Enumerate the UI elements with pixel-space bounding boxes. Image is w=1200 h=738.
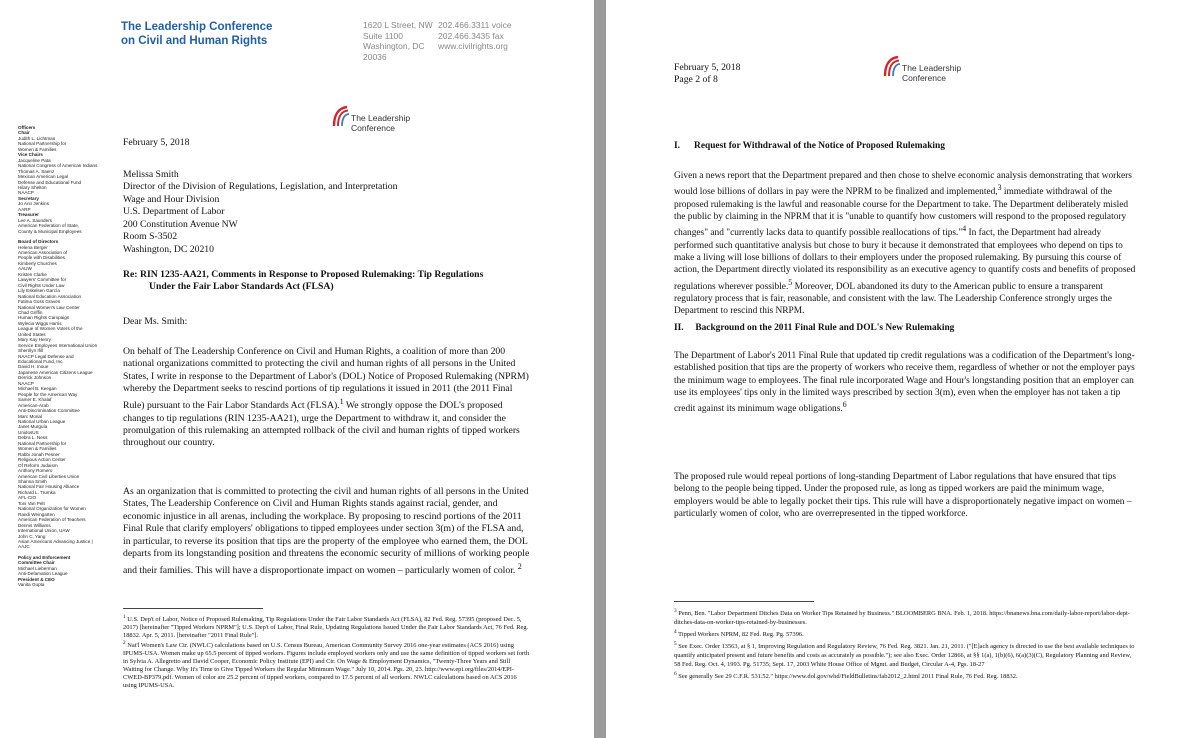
sidebar-entry: David H. Inoue bbox=[18, 364, 49, 370]
footnote-3 bbox=[674, 607, 1136, 628]
footnote-number: 5 bbox=[674, 640, 677, 647]
logo-text bbox=[351, 114, 410, 133]
body-paragraph-1 bbox=[123, 346, 531, 450]
sidebar-entry: Shanna Smith bbox=[18, 479, 47, 484]
org-name-line1: The Leadership Conference bbox=[121, 21, 273, 33]
sidebar-entry: Defense and Educational Fund bbox=[18, 179, 82, 185]
sidebar-entry: Women & Families bbox=[18, 446, 57, 452]
recipient-line: 200 Constitution Avenue NW bbox=[123, 218, 238, 230]
recipient-line: Melissa Smith bbox=[123, 169, 179, 180]
sidebar-entry: Educational Fund, Inc. bbox=[18, 359, 64, 365]
sidebar-entry: Jo Ann Jenkins bbox=[18, 201, 49, 207]
sidebar-entry: People with Disabilities bbox=[18, 255, 65, 261]
paragraph-text: Moreover, DOL abandoned its duty to the American public to ensure a transparent regulatory process that is fair, reasonable, and consistent with the law. The Leadership Conference strongly urges the Department to rescind this NRPM. bbox=[674, 281, 1112, 317]
sidebar-heading: President & CEO bbox=[18, 576, 55, 582]
sidebar-entry: Anthony Romero bbox=[18, 468, 53, 474]
header-date: February 5, 2018 bbox=[674, 62, 741, 73]
sidebar-entry: Fatima Goss Graves bbox=[18, 299, 61, 305]
sidebar-entry: National Partnership for bbox=[18, 440, 67, 446]
subject-line-2: Under the Fair Labor Standards Act (FLSA) bbox=[149, 281, 334, 293]
sidebar-entry: Wylecia Wiggs Harris bbox=[18, 320, 62, 326]
footnote-2 bbox=[123, 640, 531, 690]
sidebar-entry: American Civil Liberties Union bbox=[18, 473, 80, 479]
letter-page-1 bbox=[0, 0, 594, 738]
sidebar-entry: League of Women Voters of the bbox=[18, 326, 83, 332]
sidebar-entry: Helena Berger bbox=[18, 244, 48, 250]
sidebar-entry: Sherrilyn Ifill bbox=[18, 348, 44, 354]
footnote-text: Nat'l Women's Law Ctr. (NWLC) calculations based on U.S. Census Bureau, American Community Survey 2016 one-year estimates (ACS 2016) using IPUMS-USA. Women make up 65.5 percent of tipped workers. Figures include employed workers only and use the same definition of tipped workers set forth in Sylvia A. Allegretto and David Cooper, Economic Policy Institute (EPI) and Ctr. On Wage & Employment Dynamics, "Twenty-Three Years and Still Waiting for Change. Why It's Time to Give Tipped Workers the Regular Minimum Wage." July 10, 2014. Pgs. 20, 23. http://www.epi.org/files/2014/EPI-CWED-BP379.pdf. Women of color are 25.2 percent of tipped workers, compared to 17.5 percent of all workers. NWLC calculations based on ACS 2016 using IPUMS-USA. bbox=[123, 641, 530, 689]
sidebar-entry: Dennis Williams bbox=[18, 522, 51, 528]
sidebar-entry: National Partnership for bbox=[18, 141, 67, 147]
sidebar-entry: National Fair Housing Alliance bbox=[18, 484, 80, 490]
letter-page-2 bbox=[606, 0, 1200, 738]
letterhead-contact bbox=[438, 20, 512, 52]
sidebar-entry: NAACP Legal Defense and bbox=[18, 353, 74, 359]
address-line: 20036 bbox=[363, 51, 387, 62]
sidebar-entry: Vanita Gupta bbox=[18, 582, 45, 588]
sidebar-entry: American Association of bbox=[18, 249, 68, 255]
sidebar-entry: Of Reform Judaism bbox=[18, 462, 58, 468]
salutation: Dear Ms. Smith: bbox=[123, 316, 188, 327]
sidebar-entry: American Federation of Teachers bbox=[18, 517, 86, 523]
logo-text-line1: The Leadership bbox=[902, 63, 962, 73]
footnote-text: Tipped Workers NPRM, 82 Fed. Reg. Pg. 57396. bbox=[678, 631, 804, 639]
recipient-address bbox=[123, 169, 531, 256]
footnote-ref[interactable]: 4 bbox=[962, 224, 967, 234]
logo-text-line1: The Leadership bbox=[351, 113, 411, 123]
footnote-ref[interactable]: 2 bbox=[517, 561, 522, 571]
sidebar-entry: National Urban League bbox=[18, 419, 66, 425]
paragraph-text: The Department of Labor's 2011 Final Rule that updated tip credit regulations was a codification of the Department's long-established position that tips are the property of workers who receive them, regardless of whether or not the employer pays the minimum wage to employees. The final rule incorporated Wage and Hour's longstanding position that an employer can use its employees' tips only in the limited ways prescribed by section 3(m), even when the employer has not taken a tip credit against its minimum wage obligations. bbox=[674, 351, 1135, 415]
sidebar-entry: Kristen Clarke bbox=[18, 271, 47, 277]
sidebar-entry: People for the American Way bbox=[18, 391, 78, 397]
sidebar-entry: Janet Murguía bbox=[18, 424, 48, 430]
letter-date: February 5, 2018 bbox=[123, 137, 190, 148]
sidebar-entry: Toni Van Pelt bbox=[18, 500, 45, 506]
section-heading-1: I. Request for Withdrawal of the Notice of Proposed Rulemaking bbox=[674, 141, 945, 151]
sidebar-entry: National Organization for Women bbox=[18, 506, 86, 512]
recipient-line: Washington, DC 20210 bbox=[123, 243, 214, 255]
sidebar-entry: Samer E. Khalaf bbox=[18, 397, 52, 403]
sidebar-entry: AAUW bbox=[18, 266, 32, 272]
footnote-number: 1 bbox=[123, 614, 126, 620]
footnote-6 bbox=[674, 670, 1136, 682]
sidebar-entry: Michael B. Keegan bbox=[18, 386, 57, 392]
page2-logo bbox=[882, 54, 972, 88]
footnote-ref[interactable]: 5 bbox=[788, 277, 793, 287]
phone-voice: 202.466.3311 voice bbox=[438, 20, 512, 30]
sidebar-entry: NAACP bbox=[18, 190, 34, 196]
leadership-conference-logo-icon bbox=[882, 54, 902, 78]
sidebar-heading: Committee Chair bbox=[18, 560, 55, 566]
address-line: 1620 L Street, NW bbox=[363, 20, 433, 30]
footnote-number: 3 bbox=[674, 608, 677, 614]
logo-text-line2: Conference bbox=[902, 72, 946, 83]
sidebar-entry: Derrick Johnson bbox=[18, 375, 52, 381]
section-2-paragraph-2: The proposed rule would repeal portions of long-standing Department of Labor regulations that have ensured that tips belong to the people being tipped. Under the proposed rule, as long as tipped workers are paid the minimum wage, employers would be able to legally pocket their tips. This rule will have a disproportionately negative impact on women – particularly women of color, who are overrepresented in the tipped workforce. bbox=[674, 472, 1132, 519]
sidebar-entry: Mary Kay Henry bbox=[18, 337, 51, 343]
sidebar-entry: AFL-CIO bbox=[18, 495, 37, 501]
sidebar-entry: American Federation of State, bbox=[18, 223, 80, 229]
phone-fax: 202.466.3435 fax bbox=[438, 30, 504, 41]
section-2-paragraph-1 bbox=[674, 350, 1136, 416]
footnote-text: Penn, Ben. "Labor Department Ditches Data on Worker Tips Retained by Business." BLOOMBERG BNA. Feb. 1, 2018. https://bnanews.bna.com/daily-labor-report/labor-dept-ditches-data-on-worker-tips-retained-by-businesses. bbox=[674, 610, 1130, 627]
sidebar-entry: Human Rights Campaign bbox=[18, 315, 70, 321]
footnote-divider bbox=[674, 601, 814, 602]
footnote-text: See Exec. Order 13563, at § 1, Improving Regulation and Regulatory Review, 76 Fed. Reg. 3821. Jan. 21, 2011. ("[E]ach agency is directed to use the best available techniques to quantify anticipated present and future benefits and costs as accurately as possible."); see also Exec. Order 12866, at §§ 1(a), 1(b)(6), 6(a)(3)(C), Regulatory Planning and Review, 58 Fed. Reg. Oct. 4, 1993. Pg. 51735; Sept. 17, 2003 White House Office of Mgmt. and Budget, Circular A-4, Pgs. 18-27 bbox=[674, 643, 1135, 668]
footnote-divider bbox=[123, 608, 263, 609]
letterhead-logo bbox=[331, 104, 421, 138]
sidebar-entry: Lawyers' Committee for bbox=[18, 277, 67, 283]
recipient-line: Wage and Hour Division bbox=[123, 193, 220, 205]
sidebar-entry: National Congress of American Indians bbox=[18, 163, 98, 169]
sidebar-entry: AAJC bbox=[18, 544, 30, 550]
sidebar-entry: Lily Eskelsen García bbox=[18, 288, 60, 294]
footnote-ref[interactable]: 6 bbox=[842, 400, 847, 410]
footnote-1 bbox=[123, 614, 531, 640]
sidebar-heading: Treasurer bbox=[18, 212, 39, 218]
sidebar-entry: Jacqueline Pata bbox=[18, 157, 51, 163]
sidebar-entry: Women & Families bbox=[18, 146, 57, 152]
footnote-ref[interactable]: 1 bbox=[339, 396, 344, 406]
sidebar-entry: Marc Morial bbox=[18, 413, 42, 419]
sidebar-entry: Religious Action Center bbox=[18, 457, 66, 463]
sidebar-heading: Vice Chairs bbox=[18, 152, 43, 158]
paragraph-text: immediate withdrawal of the proposed rulemaking is the lawful and reasonable course for the Department to take. The Department deliberately misled the public by claiming in the NPRM that it is "unable to quantify how customers will respond to the proposed regulatory changes" and "currently lacks data to quantify possible reallocations of tips." bbox=[674, 187, 1129, 239]
address-line: Suite 1100 bbox=[363, 30, 404, 41]
footnotes bbox=[123, 614, 531, 689]
paragraph-text: On behalf of The Leadership Conference on Civil and Human Rights, a coalition of more than 200 national organizations committed to protecting the civil and human rights of all persons in the United States, I write in response to the Department of Labor's (DOL) Notice of Proposed Rulemaking (NPRM) whereby the Department seeks to rescind portions of tip regulations it issued in 2011 (the 2011 Final Rule) pursuant to the Fair Labor Standards Act (FLSA). bbox=[123, 346, 529, 412]
sidebar-entry: UnidosUS bbox=[18, 429, 39, 435]
leadership-conference-logo-icon bbox=[331, 104, 351, 128]
sidebar-entry: AARP bbox=[18, 206, 31, 212]
footnote-number: 6 bbox=[674, 670, 677, 677]
sidebar-entry: American-Arab bbox=[18, 402, 49, 408]
sidebar-entry: Kimberly Churches bbox=[18, 260, 57, 266]
address-line: Washington, DC bbox=[363, 41, 425, 51]
logo-text-line2: Conference bbox=[351, 122, 395, 133]
recipient-line: Director of the Division of Regulations, Legislation, and Interpretation bbox=[123, 181, 398, 193]
section-heading-2: II. Background on the 2011 Final Rule and DOL's New Rulemaking bbox=[674, 323, 955, 333]
sidebar-entry: Hilary Shelton bbox=[18, 184, 47, 190]
sidebar-entry: Chad Griffin bbox=[18, 309, 43, 315]
footnote-text: See generally See 29 C.F.R. 531.52." https://www.dol.gov/whd/FieldBulletins/fab2012_2.html 2011 Final Rule, 76 Fed. Reg. 18832. bbox=[678, 672, 1018, 680]
recipient-line: U.S. Department of Labor bbox=[123, 206, 225, 218]
sidebar-heading: Policy and Enforcement bbox=[18, 554, 71, 560]
sidebar-entry: NAACP bbox=[18, 380, 34, 386]
sidebar-entry: Debra L. Ness bbox=[18, 435, 48, 441]
org-name-line2: on Civil and Human Rights bbox=[121, 35, 268, 47]
board-of-directors-sidebar bbox=[18, 125, 118, 588]
sidebar-heading: Board of Directors bbox=[18, 239, 59, 245]
footnote-number: 2 bbox=[123, 639, 126, 646]
sidebar-entry: United States bbox=[18, 331, 46, 337]
paragraph-text: We strongly oppose the DOL's proposed changes to tip regulations (RIN 1235-AA21), urge the Department to withdraw it, and consider the promulgation of this rulemaking an attempted rollback of the civil and human rights of tipped workers throughout our country. bbox=[123, 400, 520, 449]
page-header bbox=[674, 62, 874, 87]
sidebar-entry: Japanese American Citizens League bbox=[18, 369, 93, 375]
letterhead-org-name bbox=[121, 20, 272, 48]
sidebar-entry: National Women's Law Center bbox=[18, 304, 80, 310]
sidebar-entry: Anti-Discrimination Committee bbox=[18, 408, 80, 414]
logo-text bbox=[902, 64, 961, 83]
sidebar-entry: Judith L. Lichtman bbox=[18, 135, 56, 141]
website-link[interactable]: www.civilrights.org bbox=[438, 41, 508, 51]
subject-line bbox=[123, 269, 531, 294]
sidebar-entry: Lee A. Saunders bbox=[18, 217, 52, 223]
sidebar-entry: Asian Americans Advancing Justice | bbox=[18, 538, 93, 544]
sidebar-entry: Richard L. Trumka bbox=[18, 489, 56, 495]
subject-line-1: Re: RIN 1235-AA21, Comments in Response to Proposed Rulemaking: Tip Regulations bbox=[123, 269, 484, 280]
sidebar-heading: Chair bbox=[18, 130, 30, 136]
sidebar-entry: Mexican American Legal bbox=[18, 174, 69, 180]
sidebar-entry: Rabbi Jonah Pesner bbox=[18, 451, 60, 457]
paragraph-text: As an organization that is committed to protecting the civil and human rights of all persons in the United States, The Leadership Conference on Civil and Human Rights stands against racial, gender, and economic injustice in all arenas, including the workplace. By proposing to rescind portions of the 2011 Final Rule that clarify employers' obligations to tipped employees under section 3(m) of the FLSA and, in particular, to reverse its position that tips are the property of the employee who earned them, the DOL departs from its longstanding position and threatens the economic security of millions of working people and their families. This will have a disproportionate impact on women – particularly women of color. bbox=[123, 486, 530, 576]
sidebar-entry: Thomas A. Saenz bbox=[18, 168, 55, 174]
footnote-ref[interactable]: 3 bbox=[997, 183, 1002, 193]
letterhead-address bbox=[363, 20, 433, 62]
sidebar-entry: Randi Weingarten bbox=[18, 511, 55, 517]
footnote-5 bbox=[674, 640, 1136, 670]
recipient-line: Room S-3502 bbox=[123, 231, 178, 243]
sidebar-entry: National Education Association bbox=[18, 293, 82, 299]
footnote-number: 4 bbox=[674, 628, 677, 635]
footnotes bbox=[674, 607, 1136, 682]
footnote-text: U.S. Dep't of Labor, Notice of Proposed Rulemaking, Tip Regulations Under the Fair Labor Standards Act (FLSA), 82 Fed. Reg. 57395 (proposed Dec. 5, 2017) [hereinafter "Tipped Workers NPRM"]; U.S. Dep't of Labor, Final Rule, Updating Regulations Issued Under the Fair Labor Standards Act, 76 Fed. Reg. 18832. Apr. 5, 2011. [hereinafter "2011 Final Rule"]. bbox=[123, 616, 529, 639]
body-paragraph-2 bbox=[123, 486, 531, 577]
paragraph-text: In fact, the Department had already performed such quantitative analysis but chose to bury it because it demonstrated that employees who depend on tips to make a living will lose billions of dollars to their employers under the proposed rulemaking. By pursuing this course of action, the Department directly violated its responsibility as an executive agency to quantify costs and benefits of proposed regulations wherever possible. bbox=[674, 228, 1136, 292]
section-1-paragraph bbox=[674, 170, 1136, 318]
sidebar-heading: Officers bbox=[18, 125, 36, 130]
sidebar-entry: Anti-Defamation League bbox=[18, 571, 68, 577]
footnote-4 bbox=[674, 628, 1136, 640]
sidebar-entry: International Union, UAW bbox=[18, 528, 70, 534]
page-number: Page 2 of 8 bbox=[674, 74, 718, 86]
sidebar-entry: Service Employees International Union bbox=[18, 342, 98, 348]
sidebar-entry: County & Municipal Employees bbox=[18, 228, 82, 234]
sidebar-entry: John C. Yang bbox=[18, 533, 46, 539]
paragraph-text: Given a news report that the Department prepared and then chose to shelve economic analysis demonstrating that workers would lose billions of dollars in pay were the NPRM to be finalized and implemented, bbox=[674, 171, 1132, 198]
sidebar-heading: Secretary bbox=[18, 195, 39, 201]
sidebar-entry: Civil Rights Under Law bbox=[18, 282, 65, 288]
sidebar-entry: Michael Lieberman bbox=[18, 565, 57, 571]
